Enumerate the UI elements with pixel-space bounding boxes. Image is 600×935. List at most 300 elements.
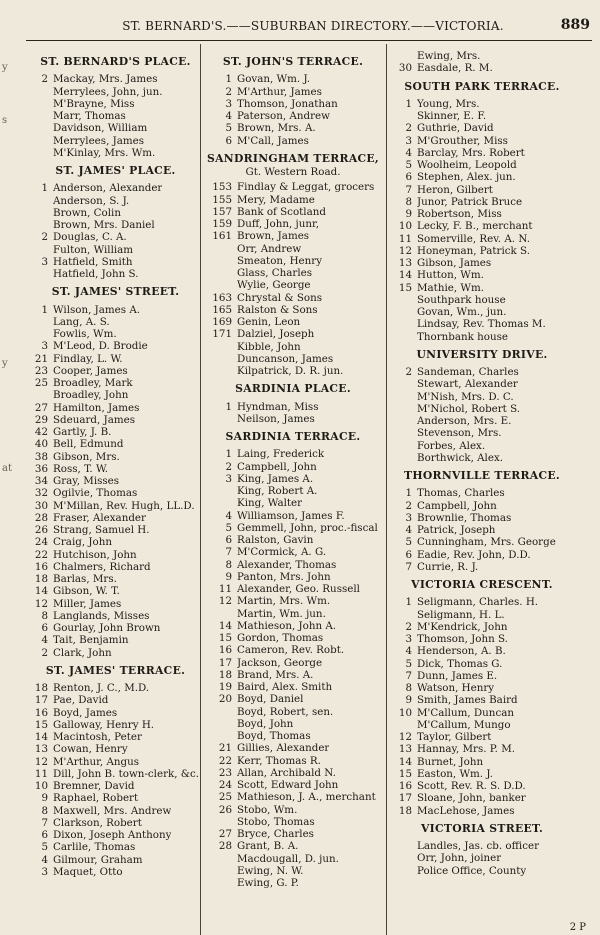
house-number: 12 <box>398 244 412 257</box>
directory-entry <box>205 98 381 110</box>
resident-name: Lang, A. S. <box>53 315 110 328</box>
resident-name: Scott, Edward John <box>237 779 339 791</box>
directory-entry <box>392 415 572 427</box>
resident-name: Boyd, John <box>237 717 294 730</box>
directory-entry <box>205 546 381 558</box>
house-number <box>28 316 48 328</box>
directory-entry <box>392 196 572 208</box>
house-number: 18 <box>34 682 48 694</box>
resident-name: M'Nichol, Robert S. <box>417 402 521 415</box>
resident-name: Ewing, G. P. <box>237 877 299 889</box>
resident-name: Brown, Mrs. Daniel <box>53 219 155 231</box>
directory-entry <box>392 233 572 245</box>
resident-name: Miller, James <box>53 597 122 610</box>
house-number <box>392 440 412 452</box>
house-number: 1 <box>41 303 48 316</box>
house-number: 9 <box>225 570 232 583</box>
house-number: 8 <box>225 558 232 571</box>
house-number: 3 <box>405 511 412 524</box>
resident-name: Hutchison, John <box>53 548 137 561</box>
directory-entry <box>205 706 381 718</box>
resident-name: Gibson, Mrs. <box>53 450 120 463</box>
resident-name: Gillies, Alexander <box>237 742 330 755</box>
directory-entry <box>28 377 203 389</box>
directory-entry <box>205 448 381 460</box>
house-number: 3 <box>405 134 412 147</box>
resident-name: Borthwick, Alex. <box>417 451 504 464</box>
resident-name: Paterson, Andrew <box>237 110 330 122</box>
resident-name: Mackay, Mrs. James <box>53 73 158 86</box>
house-number: 16 <box>218 644 232 657</box>
resident-name: Guthrie, David <box>417 122 494 135</box>
resident-name: Mery, Madame <box>237 193 315 206</box>
house-number <box>28 147 48 159</box>
directory-entry <box>205 840 381 852</box>
resident-name: Marr, Thomas <box>53 110 126 122</box>
resident-name: Brownlie, Thomas <box>417 511 512 524</box>
directory-entry <box>28 475 203 487</box>
street-heading: VICTORIA STREET. <box>420 821 544 835</box>
house-number: 23 <box>218 766 232 779</box>
directory-entry <box>392 609 572 621</box>
house-number: 16 <box>34 706 48 719</box>
street-heading: ST. JOHN'S TERRACE. <box>222 55 364 68</box>
house-number <box>205 341 232 353</box>
resident-name: Boyd, Daniel <box>237 693 304 706</box>
directory-entry <box>392 184 572 196</box>
resident-name: Dunn, James E. <box>417 669 498 682</box>
house-number: 155 <box>212 193 232 206</box>
resident-name: Bryce, Charles <box>237 828 314 840</box>
directory-entry <box>205 608 381 620</box>
house-number <box>392 110 412 122</box>
resident-name: Bank of Scotland <box>237 205 326 218</box>
resident-name: Mathieson, J. A., merchant <box>237 791 376 804</box>
resident-name: Gemmell, John, proc.-fiscal <box>237 521 378 534</box>
house-number: 5 <box>405 536 412 549</box>
house-number <box>28 389 48 401</box>
directory-entry <box>205 86 381 98</box>
directory-entry <box>392 331 572 343</box>
directory-entry <box>392 500 572 512</box>
directory-entry <box>392 524 572 536</box>
house-number: 4 <box>225 110 232 122</box>
resident-name: Smeaton, Henry <box>237 254 323 267</box>
resident-name: Baird, Alex. Smith <box>237 681 333 693</box>
resident-name: Dill, John B. town-clerk, &c. <box>53 767 199 780</box>
resident-name: Lecky, F. B., merchant <box>417 220 533 233</box>
directory-entry <box>205 583 381 595</box>
directory-entry <box>392 391 572 403</box>
resident-name: Boyd, Robert, sen. <box>237 705 334 718</box>
house-number: 9 <box>405 208 412 220</box>
resident-name: Forbes, Alex. <box>417 439 486 452</box>
house-number: 15 <box>398 281 412 294</box>
directory-entry <box>392 805 572 817</box>
resident-name: Wilson, James A. <box>53 303 141 316</box>
resident-name: Boyd, James <box>53 706 118 719</box>
resident-name: Hatfield, Smith <box>53 255 133 268</box>
house-number: 26 <box>34 524 48 536</box>
house-number: 17 <box>218 656 232 669</box>
house-number: 1 <box>41 182 48 195</box>
resident-name: M'Grouther, Miss <box>417 134 508 147</box>
directory-entry <box>28 487 203 499</box>
page-number: 889 <box>560 17 590 33</box>
house-number: 165 <box>212 303 232 316</box>
resident-name: Dick, Thomas G. <box>417 657 503 670</box>
house-number: 6 <box>41 622 48 634</box>
resident-name: Sloane, John, banker <box>417 792 526 805</box>
resident-name: M'Call, James <box>237 134 309 147</box>
resident-name: Ralston & Sons <box>237 303 318 316</box>
house-number: 153 <box>212 181 232 194</box>
directory-entry <box>392 707 572 719</box>
house-number <box>205 485 232 497</box>
resident-name: Burnet, John <box>417 755 484 768</box>
house-number <box>392 318 412 330</box>
resident-name: Dixon, Joseph Anthony <box>53 829 172 841</box>
house-number: 15 <box>34 718 48 731</box>
directory-entry <box>205 877 381 889</box>
directory-entry <box>205 316 381 328</box>
directory-entry <box>205 328 381 340</box>
directory-entry <box>28 585 203 597</box>
directory-entry <box>392 135 572 147</box>
house-number: 4 <box>41 853 48 866</box>
house-number: 18 <box>398 804 412 817</box>
directory-entry <box>205 742 381 754</box>
resident-name: Duncanson, James <box>237 352 334 365</box>
house-number: 1 <box>225 400 232 413</box>
directory-entry <box>205 620 381 632</box>
directory-entry <box>392 159 572 171</box>
street-heading: ST. BERNARD'S PLACE. <box>40 55 191 68</box>
resident-name: Somerville, Rev. A. N. <box>417 232 530 245</box>
resident-name: Scott, Rev. R. S. D.D. <box>417 780 526 792</box>
house-number <box>205 413 232 425</box>
house-number <box>28 328 48 340</box>
house-number: 17 <box>398 792 412 805</box>
resident-name: King, Walter <box>237 497 303 510</box>
directory-entry <box>392 171 572 183</box>
directory-entry <box>28 719 203 731</box>
directory-entry <box>205 353 381 365</box>
house-number <box>205 853 232 865</box>
house-number <box>205 497 232 509</box>
resident-name: Ewing, Mrs. <box>417 50 481 62</box>
directory-entry <box>205 644 381 656</box>
directory-entry <box>392 257 572 269</box>
house-number: 15 <box>398 767 412 780</box>
resident-name: Barlas, Mrs. <box>53 573 117 585</box>
resident-name: Skinner, E. F. <box>417 110 487 122</box>
resident-name: Gilmour, Graham <box>53 853 143 866</box>
directory-entry <box>205 534 381 546</box>
directory-entry <box>28 182 203 194</box>
house-number: 2 <box>405 499 412 512</box>
resident-name: Eadie, Rev. John, D.D. <box>417 548 531 561</box>
resident-name: Landles, Jas. cb. officer <box>417 840 540 852</box>
directory-entry <box>392 110 572 122</box>
house-number: 3 <box>41 340 48 353</box>
margin-mark: s <box>2 115 8 126</box>
resident-name: Campbell, John <box>417 499 497 512</box>
resident-name: Strang, Samuel H. <box>53 524 150 536</box>
house-number: 5 <box>405 657 412 670</box>
directory-entry <box>205 865 381 877</box>
resident-name: Junor, Patrick Bruce <box>417 195 523 208</box>
directory-entry <box>392 852 572 864</box>
directory-entry <box>28 389 203 401</box>
directory-entry <box>205 571 381 583</box>
resident-name: Thomson, John S. <box>417 633 508 645</box>
house-number: 6 <box>405 171 412 184</box>
resident-name: Findlay, L. W. <box>53 352 123 365</box>
resident-name: Renton, J. C., M.D. <box>53 682 150 694</box>
directory-entry <box>205 522 381 534</box>
house-number <box>392 403 412 415</box>
directory-entry <box>392 633 572 645</box>
house-number: 14 <box>398 755 412 768</box>
directory-entry <box>28 549 203 561</box>
directory-entry <box>392 440 572 452</box>
resident-name: M'Callum, Mungo <box>417 718 511 731</box>
house-number: 4 <box>405 524 412 536</box>
resident-name: Stevenson, Mrs. <box>417 427 502 440</box>
resident-name: Gray, Misses <box>53 475 120 487</box>
directory-entry <box>28 817 203 829</box>
running-title: ST. BERNARD'S.——SUBURBAN DIRECTORY.——VICTORIA. <box>122 19 504 33</box>
house-number: 6 <box>225 534 232 546</box>
street-heading: SANDRINGHAM TERRACE, <box>207 151 379 165</box>
resident-name: Brown, James <box>237 230 310 243</box>
resident-name: Neilson, James <box>237 412 315 425</box>
directory-entry <box>392 366 572 378</box>
directory-entry <box>392 536 572 548</box>
resident-name: Brown, Colin <box>53 206 121 219</box>
house-number <box>205 816 232 828</box>
resident-name: Young, Mrs. <box>417 97 480 110</box>
resident-name: Gibson, James <box>417 257 492 269</box>
resident-name: Alexander, Geo. Russell <box>237 583 360 595</box>
house-number: 13 <box>398 743 412 756</box>
house-number <box>392 391 412 403</box>
street-subheading: Gt. Western Road. <box>245 166 341 178</box>
house-number: 3 <box>225 472 232 485</box>
resident-name: Hyndman, Miss <box>237 400 319 413</box>
directory-entry <box>205 267 381 279</box>
resident-name: Alexander, Thomas <box>237 558 337 571</box>
page-header <box>0 0 600 44</box>
resident-name: Ogilvie, Thomas <box>53 487 138 500</box>
directory-entry <box>392 792 572 804</box>
house-number <box>205 608 232 620</box>
directory-entry <box>392 621 572 633</box>
house-number <box>205 243 232 255</box>
house-number: 1 <box>405 487 412 500</box>
directory-entry <box>28 743 203 755</box>
resident-name: Mathieson, John A. <box>237 619 337 632</box>
house-number <box>205 718 232 730</box>
resident-name: Allan, Archibald N. <box>237 766 336 779</box>
house-number <box>205 255 232 267</box>
house-number: 14 <box>398 269 412 282</box>
directory-entry <box>205 730 381 742</box>
resident-name: Anderson, Mrs. E. <box>417 415 512 427</box>
resident-name: Macintosh, Peter <box>53 731 142 743</box>
directory-entry <box>205 122 381 134</box>
house-number: 157 <box>212 205 232 218</box>
house-number: 4 <box>405 645 412 658</box>
house-number <box>28 110 48 122</box>
directory-entry <box>392 596 572 608</box>
street-heading: SOUTH PARK TERRACE. <box>404 79 560 93</box>
resident-name: Maxwell, Mrs. Andrew <box>53 804 172 817</box>
directory-entry <box>205 473 381 485</box>
house-number: 7 <box>225 546 232 559</box>
directory-entry <box>205 413 381 425</box>
resident-name: Thomson, Jonathan <box>237 97 338 110</box>
resident-name: Bremner, David <box>53 780 135 792</box>
house-number: 24 <box>218 779 232 791</box>
house-number: 21 <box>218 742 232 755</box>
resident-name: Honeyman, Patrick S. <box>417 244 530 257</box>
directory-entry <box>392 378 572 390</box>
directory-entry <box>205 853 381 865</box>
directory-entry <box>28 328 203 340</box>
house-number <box>392 427 412 439</box>
margin-mark: y <box>2 358 8 369</box>
house-number <box>28 195 48 207</box>
resident-name: Chrystal & Sons <box>237 291 322 304</box>
house-number: 25 <box>218 791 232 804</box>
house-number: 3 <box>405 633 412 645</box>
resident-name: Clark, John <box>53 646 112 659</box>
house-number: 38 <box>34 450 48 463</box>
directory-entry <box>28 268 203 280</box>
directory-entry <box>392 62 572 74</box>
directory-entry <box>28 854 203 866</box>
resident-name: Hamilton, James <box>53 401 140 414</box>
directory-entry <box>28 402 203 414</box>
house-number: 2 <box>225 85 232 98</box>
house-number: 7 <box>405 669 412 682</box>
signature-mark: 2 P <box>569 922 586 933</box>
house-number <box>392 840 412 852</box>
directory-entry <box>205 816 381 828</box>
house-number: 5 <box>225 521 232 534</box>
directory-column-2 <box>205 50 381 889</box>
directory-entry <box>392 282 572 294</box>
directory-entry <box>205 181 381 193</box>
resident-name: M'Millan, Rev. Hugh, LL.D. <box>53 499 195 512</box>
resident-name: Patrick, Joseph <box>417 524 496 536</box>
resident-name: Ross, T. W. <box>53 462 109 475</box>
directory-entry <box>28 451 203 463</box>
directory-column-1 <box>28 50 203 878</box>
house-number: 3 <box>41 255 48 268</box>
directory-entry <box>28 73 203 85</box>
directory-entry <box>28 536 203 548</box>
house-number: 30 <box>34 499 48 512</box>
house-number: 32 <box>34 487 48 500</box>
directory-entry <box>205 304 381 316</box>
house-number: 15 <box>218 632 232 644</box>
house-number: 2 <box>405 122 412 135</box>
directory-entry <box>28 694 203 706</box>
directory-entry <box>205 595 381 607</box>
resident-name: Stobo, Wm. <box>237 803 298 816</box>
directory-entry <box>392 306 572 318</box>
directory-column-3 <box>392 50 572 877</box>
resident-name: Duff, John, junr, <box>237 218 320 230</box>
house-number: 3 <box>225 97 232 110</box>
resident-name: Gordon, Thomas <box>237 632 324 644</box>
directory-entry <box>205 632 381 644</box>
street-heading: ST. JAMES' STREET. <box>51 285 180 299</box>
house-number <box>28 244 48 256</box>
directory-entry <box>28 561 203 573</box>
resident-name: Sdeuard, James <box>53 413 135 426</box>
house-number: 7 <box>405 560 412 573</box>
house-number: 8 <box>41 609 48 622</box>
house-number: 3 <box>41 865 48 878</box>
directory-entry <box>28 340 203 352</box>
directory-entry <box>28 244 203 256</box>
directory-entry <box>392 840 572 852</box>
house-number: 5 <box>41 841 48 854</box>
directory-entry <box>28 756 203 768</box>
directory-entry <box>392 294 572 306</box>
directory-entry <box>28 353 203 365</box>
directory-entry <box>205 292 381 304</box>
directory-entry <box>28 122 203 134</box>
directory-entry <box>28 135 203 147</box>
directory-entry <box>28 682 203 694</box>
house-number: 8 <box>405 682 412 694</box>
resident-name: M'Leod, D. Brodie <box>53 340 148 353</box>
resident-name: Tait, Benjamin <box>53 634 129 647</box>
resident-name: Douglas, C. A. <box>53 231 127 244</box>
margin-mark: y <box>2 62 8 73</box>
directory-entry <box>28 841 203 853</box>
resident-name: Raphael, Robert <box>53 792 139 805</box>
resident-name: Stephen, Alex. jun. <box>417 171 516 184</box>
directory-entry <box>205 669 381 681</box>
house-number: 11 <box>218 583 232 595</box>
directory-entry <box>392 731 572 743</box>
house-number <box>205 353 232 365</box>
resident-name: King, Robert A. <box>237 485 318 497</box>
resident-name: Orr, Andrew <box>237 242 302 255</box>
directory-entry <box>205 401 381 413</box>
house-number: 2 <box>405 366 412 378</box>
directory-entry <box>205 341 381 353</box>
directory-entry <box>205 255 381 267</box>
house-number <box>28 268 48 280</box>
directory-entry <box>205 461 381 473</box>
resident-name: M'Arthur, James <box>237 85 322 98</box>
directory-entry <box>205 206 381 218</box>
directory-entry <box>205 194 381 206</box>
street-heading: SARDINIA PLACE. <box>235 382 351 396</box>
resident-name: King, James A. <box>237 472 314 485</box>
directory-entry <box>205 559 381 571</box>
house-number: 29 <box>34 413 48 426</box>
directory-entry <box>205 767 381 779</box>
resident-name: Govan, Wm. J. <box>237 73 311 86</box>
